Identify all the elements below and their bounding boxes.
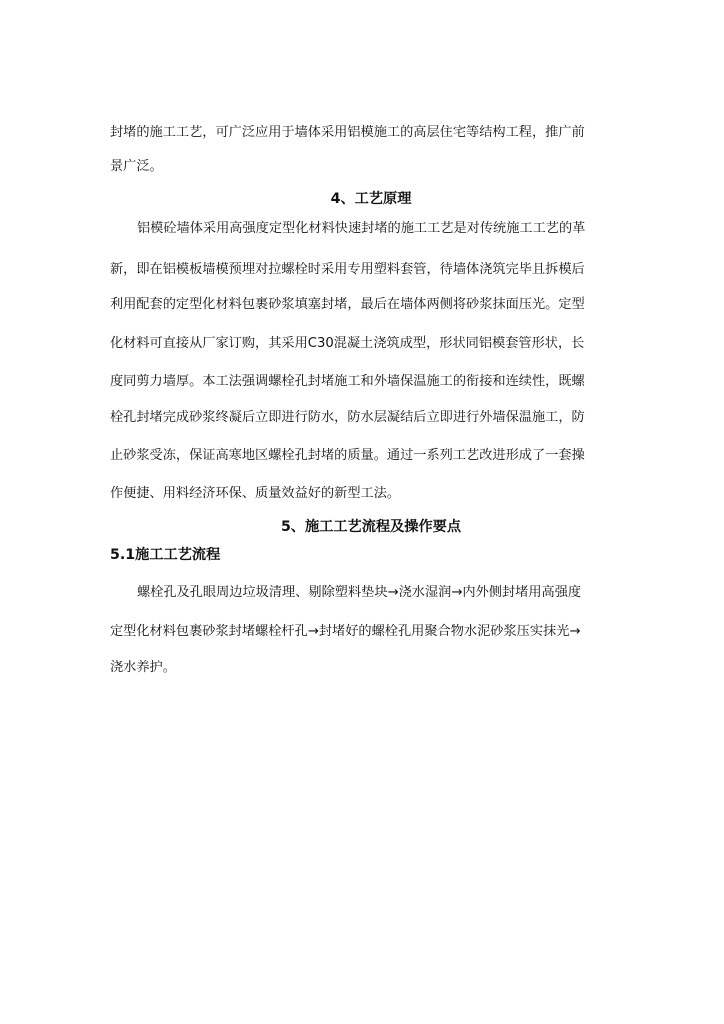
paragraph-line: 利用配套的定型化材料包裹砂浆填塞封堵，最后在墙体两侧将砂浆抹面压光。定型 — [110, 297, 585, 312]
section-heading: 4、工艺原理 — [330, 191, 412, 207]
paragraph-line: 化材料可直接从厂家订购，其采用C30混凝土浇筑成型，形状同铝模套管形状，长 — [110, 336, 585, 351]
subsection-heading: 5.1施工工艺流程 — [110, 547, 221, 563]
paragraph-line: 作便捷、用料经济环保、质量效益好的新型工法。 — [110, 486, 401, 501]
paragraph-line: 景广泛。 — [110, 159, 163, 174]
paragraph-line: 定型化材料包裹砂浆封堵螺栓杆孔→封堵好的螺栓孔用聚合物水泥砂浆压实抹光→ — [110, 624, 581, 639]
section-heading: 5、施工工艺流程及操作要点 — [280, 519, 462, 535]
paragraph-line: 螺栓孔及孔眼周边垃圾清理、剔除塑料垫块→浇水湿润→内外侧封堵用高强度 — [137, 585, 582, 600]
paragraph-line: 止砂浆受冻，保证高寒地区螺栓孔封堵的质量。通过一系列工艺改进形成了一套操 — [110, 448, 585, 463]
paragraph-line: 度同剪力墙厚。本工法强调螺栓孔封堵施工和外墙保温施工的衔接和连续性，既螺 — [110, 374, 585, 389]
paragraph-line: 新，即在铝模板墙模预埋对拉螺栓时采用专用塑料套管，待墙体浇筑完毕且拆模后 — [110, 262, 585, 277]
paragraph-line: 封堵的施工工艺，可广泛应用于墙体采用铝模施工的高层住宅等结构工程，推广前 — [110, 125, 585, 140]
paragraph-line: 浇水养护。 — [110, 660, 176, 675]
paragraph-line: 栓孔封堵完成砂浆终凝后立即进行防水，防水层凝结后立即进行外墙保温施工，防 — [110, 410, 585, 425]
paragraph-line: 铝模砼墙体采用高强度定型化材料快速封堵的施工工艺是对传统施工工艺的革 — [137, 221, 586, 236]
